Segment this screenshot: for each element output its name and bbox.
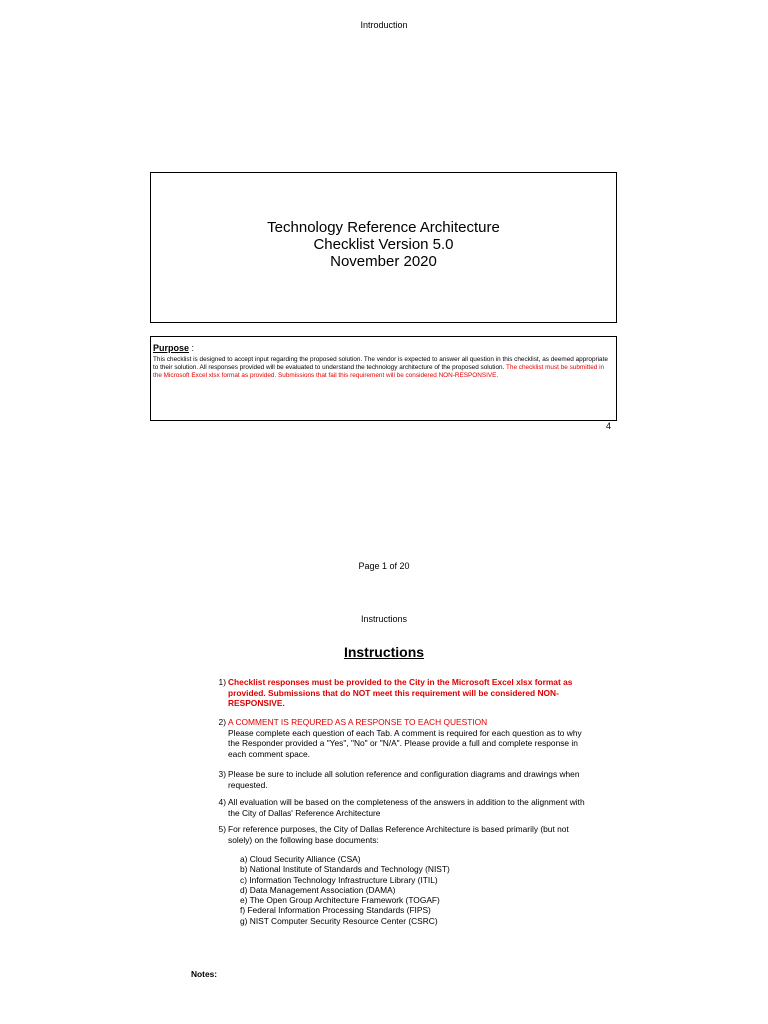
title-line-2: Checklist Version 5.0 <box>313 236 454 253</box>
title-box <box>150 172 617 323</box>
item-number: 1) <box>218 677 226 687</box>
purpose-text-black: This checklist is designed to accept input regarding the proposed solution. The vendor is expected to answer all question in this checklist, as deemed appropriate to their solution. All responses provided will be evaluated to understand the technology architecture of the proposed solution. <box>153 356 608 371</box>
item-number: 3) <box>218 769 226 779</box>
purpose-text <box>153 356 614 380</box>
reference-doc-item: f) Federal Information Processing Standards (FIPS) <box>240 905 431 916</box>
purpose-box <box>150 336 617 421</box>
reference-doc-item: d) Data Management Association (DAMA) <box>240 884 396 895</box>
instruction-item-4 <box>210 797 590 818</box>
reference-doc-list <box>240 854 450 926</box>
item-text: Please be sure to include all solution reference and configuration diagrams and drawings when requested. <box>228 769 580 790</box>
item-text: All evaluation will be based on the completeness of the answers in addition to the alignment with the City of Dallas' Reference Architecture <box>228 797 585 818</box>
purpose-label-colon: : <box>189 343 195 353</box>
notes-label: Notes: <box>191 969 218 979</box>
item-number: 2) <box>218 717 226 727</box>
reference-doc-item: g) NIST Computer Security Resource Center (CSRC) <box>240 915 438 926</box>
purpose-label: Purpose <box>153 343 190 353</box>
reference-doc-item: c) Information Technology Infrastructure Library (ITIL) <box>240 874 438 885</box>
instruction-item-1 <box>210 677 590 709</box>
page-footer: Page 1 of 20 <box>358 561 410 571</box>
page-header-introduction: Introduction <box>360 20 408 30</box>
item-body <box>228 717 590 759</box>
title-line-3: November 2020 <box>330 253 437 270</box>
reference-doc-item: a) Cloud Security Alliance (CSA) <box>240 854 361 864</box>
item-number: 4) <box>218 797 226 807</box>
item-text: Please complete each question of each Tab. A comment is required for each question as to why the Responder provided a "Yes", "No" or "N/A". Please provide a full and complete response in each comment space. <box>228 727 582 759</box>
instructions-title: Instructions <box>343 644 425 660</box>
instruction-item-2 <box>210 717 590 759</box>
purpose-heading <box>153 338 614 356</box>
item-text: For reference purposes, the City of Dallas Reference Architecture is based primarily (but not solely) on the following base documents: <box>228 824 569 845</box>
reference-doc-item: e) The Open Group Architecture Framework (TOGAF) <box>240 895 440 906</box>
instruction-item-5 <box>210 824 590 845</box>
purpose-text-red: The checklist must be submitted in the Microsoft Excel xlsx format as provided. Submissions that fail this requirement will be considered NON-RESPONSIVE. <box>153 364 605 379</box>
item-text-red: Checklist responses must be provided to the City in the Microsoft Excel xlsx format as provided. Submissions that do NOT meet this requirement will be considered NON-RESPONSIVE. <box>228 677 573 708</box>
title-line-1: Technology Reference Architecture <box>267 219 500 236</box>
instruction-item-3 <box>210 769 590 790</box>
item-text-red: A COMMENT IS REQURED AS A RESPONSE TO EACH QUESTION <box>228 717 488 727</box>
side-number: 4 <box>606 421 612 431</box>
reference-doc-item: b) National Institute of Standards and Technology (NIST) <box>240 864 450 875</box>
item-number: 5) <box>218 824 226 834</box>
page-header-instructions: Instructions <box>360 614 408 624</box>
